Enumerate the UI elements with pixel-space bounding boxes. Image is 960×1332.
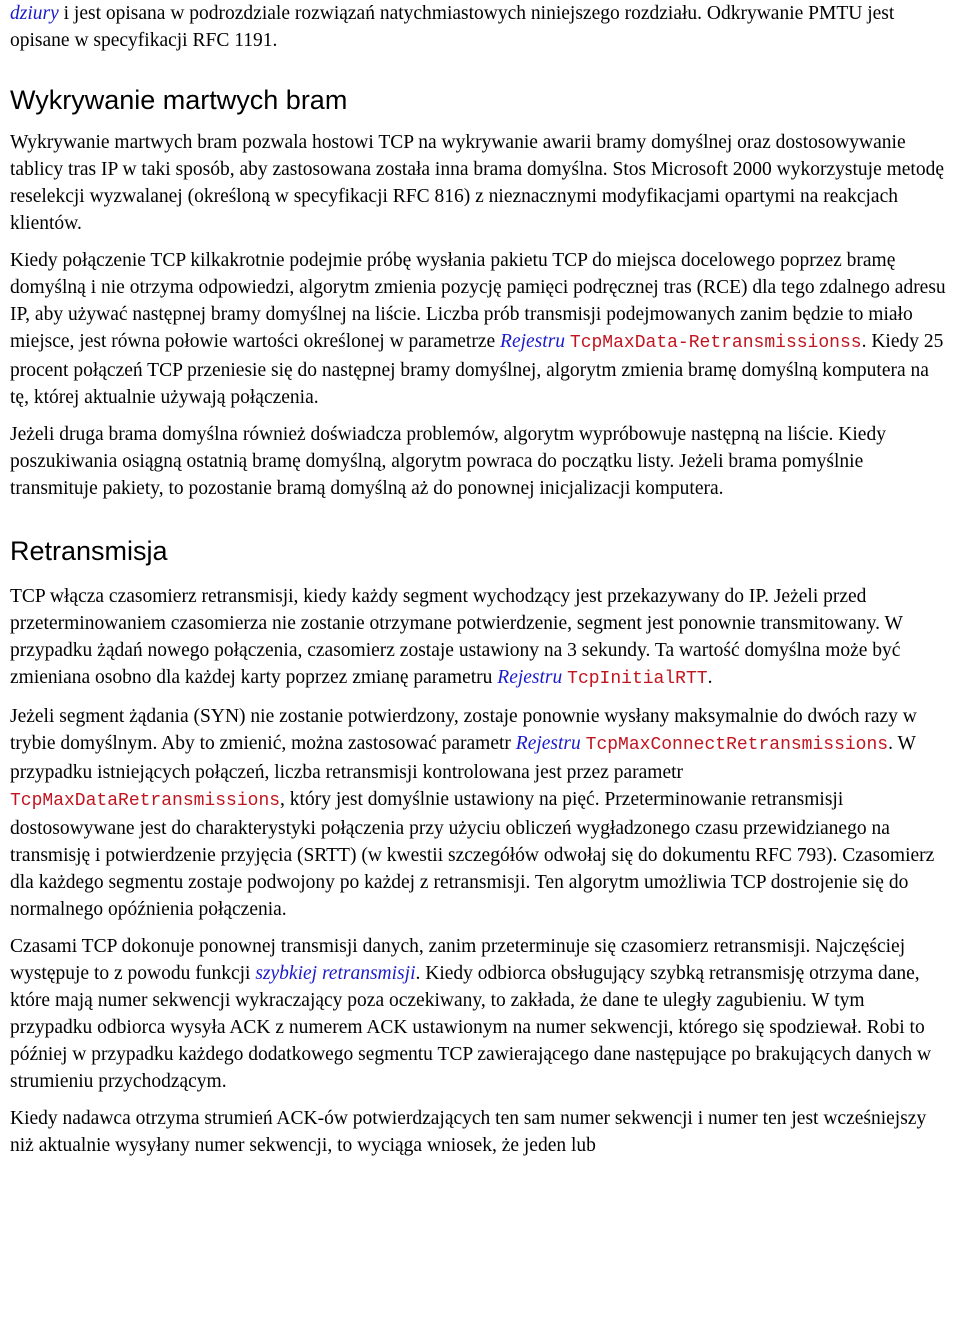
paragraph-text: Jeżeli segment żądania (SYN) nie zostanie potwierdzony, zostaje ponownie wysłany maksymalnie do dwóch razy w trybie domyślnym. Aby to zmienić, można zastosować parametr (10, 706, 917, 754)
paragraph-text: Kiedy połączenie TCP kilkakrotnie podejmie próbę wysłania pakietu TCP do miejsca docelowego poprzez bramę domyślną i nie otrzyma odpowiedzi, algorytm zmienia pozycję pamięci podręcznej tras (RCE) dla tego zdalnego adresu IP, aby używać następnej bramy domyślnej na liście. Liczba prób transmisji podejmowanych zanim będzie to miało miejsce, jest równa połowie wartości określonej w parametrze (10, 250, 946, 352)
section-heading-retransmission: Retransmisja (10, 536, 168, 566)
paragraph (10, 247, 950, 411)
paragraph-text: Czasami TCP dokonuje ponownej transmisji danych, zanim przeterminuje się czasomierz retransmisji. Najczęściej występuje to z powodu funkcji (10, 936, 906, 984)
registry-parameter-code: TcpInitialRTT (567, 669, 708, 689)
registry-link[interactable]: Rejestru (515, 733, 581, 754)
paragraph-text: . Kiedy 25 procent połączeń TCP przeniesie się do następnej bramy domyślnej, algorytm zmienia bramę domyślną komputera na tę, której aktualnie używają połączenia. (10, 331, 944, 408)
registry-parameter-code: TcpMaxConnectRetransmissions (585, 735, 889, 755)
intro-text: i jest opisana w podrozdziale rozwiązań natychmiastowych niniejszego rozdziału. Odkrywanie PMTU jest opisane w specyfikacji RFC 1191. (10, 3, 895, 51)
registry-link[interactable]: Rejestru (497, 667, 563, 688)
paragraph: Jeżeli druga brama domyślna również doświadcza problemów, algorytm wypróbowuje następną na liście. Kiedy poszukiwania osiągną ostatnią bramę domyślną, algorytm powraca do początku listy. Jeżeli brama pomyślnie transmituje pakiety, to pozostanie bramą domyślną aż do ponownej inicjalizacji komputera. (10, 424, 886, 499)
paragraph-text: . W przypadku istniejących połączeń, liczba retransmisji kontrolowana jest przez parametr (10, 733, 916, 783)
dziury-link[interactable]: dziury (10, 3, 59, 24)
paragraph-text: , który jest domyślnie ustawiony na pięć. Przeterminowanie retransmisji dostosowywane jest do charakterystyki połączenia przy użyciu obliczeń wygładzonego czasu przewidzianego na transmisję i potwierdzenie przyjęcia (SRTT) (w kwestii szczegółów odwołaj się do dokumentu RFC 793). Czasomierz dla każdego segmentu zostaje podwojony po każdej z retransmisji. Ten algorytm umożliwia TCP dostrojenie się do normalnego opóźnienia połączenia. (10, 789, 935, 920)
paragraph: Wykrywanie martwych bram pozwala hostowi TCP na wykrywanie awarii bramy domyślnej oraz dostosowywanie tablicy tras IP w taki sposób, aby zastosowana została inna brama domyślna. Stos Microsoft 2000 wykorzystuje metodę reselekcji wyzwalanej (określoną w specyfikacji RFC 816) z nieznacznymi modyfikacjami opartymi na reakcjach klientów. (10, 132, 945, 234)
paragraph-text: TCP włącza czasomierz retransmisji, kiedy każdy segment wychodzący jest przekazywany do IP. Jeżeli przed przeterminowaniem czasomierza nie zostanie otrzymane potwierdzenie, segment jest ponownie transmitowany. W przypadku żądań nowego połączenia, czasomierz zostaje ustawiony na 3 sekundy. Ta wartość domyślna może być zmieniana osobno dla każdej karty poprzez zmianę parametru (10, 586, 903, 688)
registry-parameter-code: TcpMaxDataRetransmissions (10, 791, 281, 811)
paragraph-text: . Kiedy odbiorca obsługujący szybką retransmisję otrzyma dane, które mają numer sekwencji wykraczający poza oczekiwany, to zakłada, że dane te uległy zagubieniu. W tym przypadku odbiorca wysyła ACK z numerem ACK ustawionym na numer sekwencji, którego się spodziewał. Robi to później w przypadku każdego dodatkowego segmentu TCP zawierającego dane następujące po brakujących danych w strumieniu przychodzącym. (10, 963, 932, 1092)
paragraph-text: . (707, 667, 713, 688)
fast-retransmit-link[interactable]: szybkiej retransmisji (255, 963, 416, 984)
paragraph (10, 703, 950, 923)
paragraph (10, 583, 950, 693)
paragraph (10, 933, 950, 1095)
intro-paragraph (10, 0, 950, 54)
section-heading-dead-gateway: Wykrywanie martwych bram (10, 85, 348, 115)
paragraph: Kiedy nadawca otrzyma strumień ACK-ów potwierdzających ten sam numer sekwencji i numer ten jest wcześniejszy niż aktualnie wysyłany numer sekwencji, to wyciąga wniosek, że jeden lub (10, 1108, 927, 1156)
registry-link[interactable]: Rejestru (500, 331, 566, 352)
registry-parameter-code: TcpMaxData-Retransmissionss (569, 333, 862, 353)
